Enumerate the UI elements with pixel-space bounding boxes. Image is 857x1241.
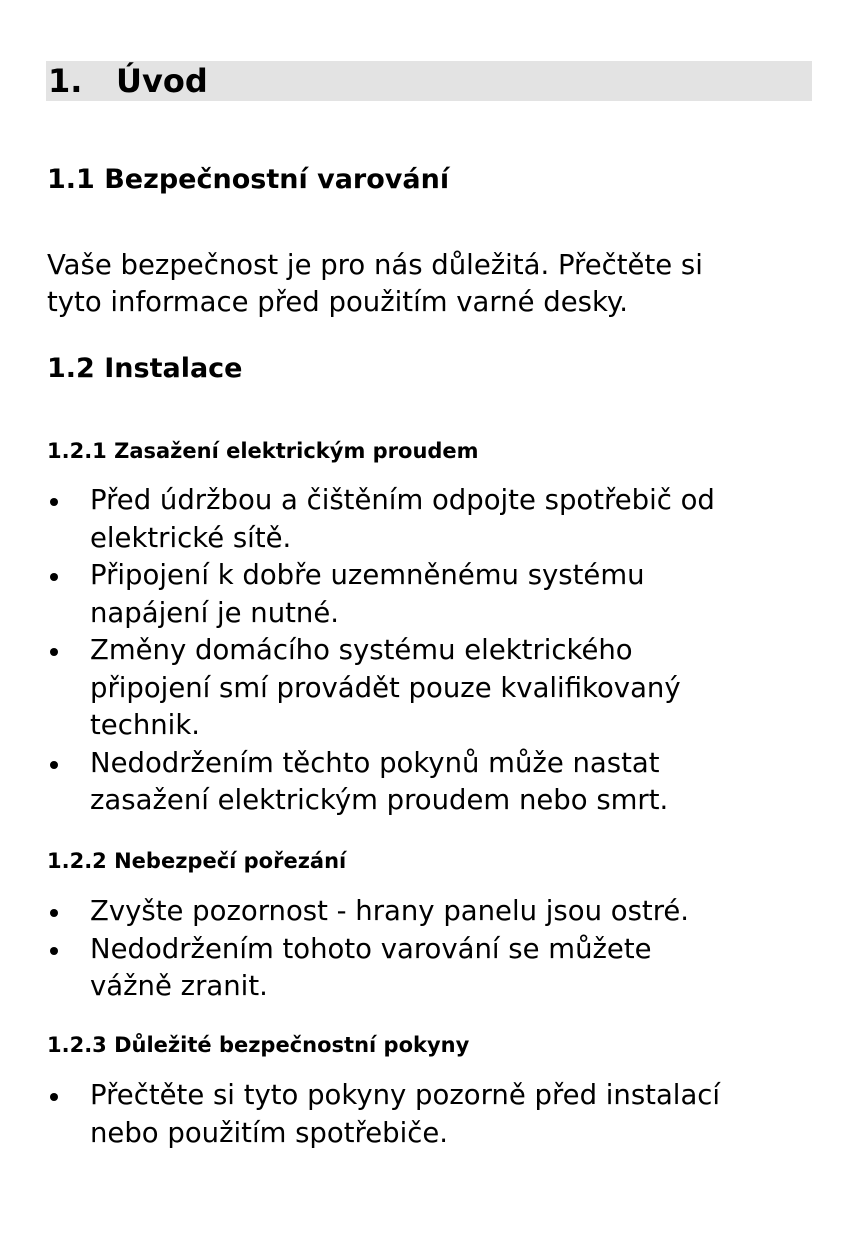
bullet-icon (50, 648, 58, 656)
list-item: Nedodržením tohoto varování se můžete vážně zranit. (0, 931, 857, 1006)
subsection-heading-1-2-3: 1.2.3 Důležité bezpečnostní pokyny (47, 1033, 470, 1057)
list-item: Přečtěte si tyto pokyny pozorně před instalací nebo použitím spotřebiče. (0, 1077, 857, 1152)
list-item: Změny domácího systému elektrického připojení smí provádět pouze kvalifikovaný technik. (0, 632, 857, 745)
paragraph-line: tyto informace před použitím varné desky. (47, 286, 629, 318)
subsection-heading-1-2-2: 1.2.2 Nebezpečí pořezání (47, 849, 347, 873)
bullet-icon (50, 498, 58, 506)
bullet-list-cut-hazard (0, 893, 857, 1006)
bullet-list-safety-instructions (0, 1077, 857, 1152)
chapter-number: 1. (48, 62, 83, 100)
bullet-icon (50, 1093, 58, 1101)
bullet-icon (50, 761, 58, 769)
subsection-heading-1-2-1: 1.2.1 Zasažení elektrickým proudem (47, 439, 479, 463)
paragraph-line: Vaše bezpečnost je pro nás důležitá. Přečtěte si (47, 249, 703, 281)
bullet-list-electric-shock (0, 482, 857, 820)
list-item: Nedodržením těchto pokynů může nastat zasažení elektrickým proudem nebo smrt. (0, 745, 857, 820)
intro-paragraph (47, 247, 827, 321)
list-item: Před údržbou a čištěním odpojte spotřebič od elektrické sítě. (0, 482, 857, 557)
list-item: Připojení k dobře uzemněnému systému napájení je nutné. (0, 557, 857, 632)
chapter-heading-bar (46, 61, 812, 101)
chapter-title: Úvod (116, 62, 208, 100)
bullet-icon (50, 573, 58, 581)
section-heading-1-1: 1.1 Bezpečnostní varování (47, 164, 450, 195)
section-heading-1-2: 1.2 Instalace (47, 353, 243, 384)
bullet-icon (50, 909, 58, 917)
bullet-icon (50, 947, 58, 955)
list-item: Zvyšte pozornost - hrany panelu jsou ostré. (0, 893, 857, 931)
